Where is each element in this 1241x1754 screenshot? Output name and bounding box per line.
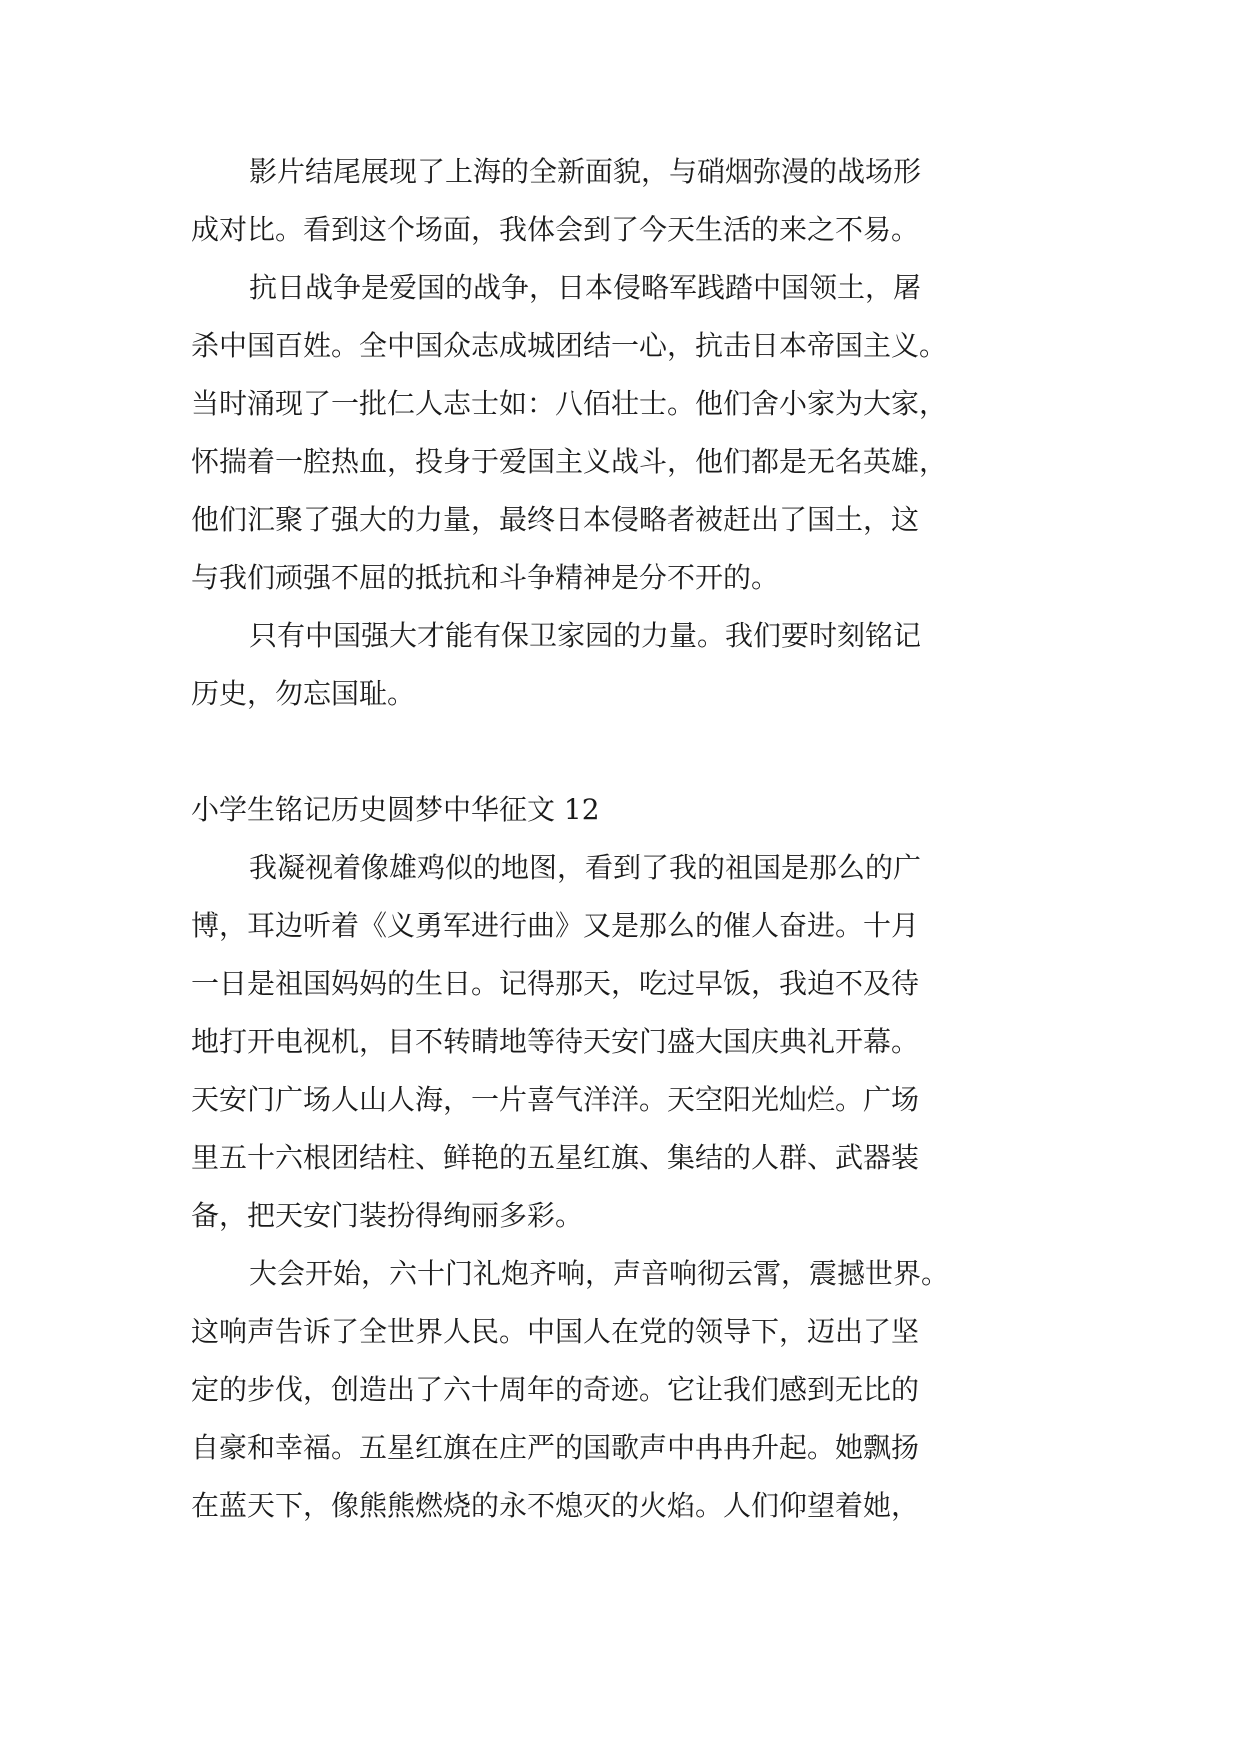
text-line: 自豪和幸福。五星红旗在庄严的国歌声中冉冉升起。她飘扬 — [191, 1431, 920, 1464]
text-line: 大会开始，六十门礼炮齐响，声音响彻云霄，震撼世界。 — [249, 1257, 950, 1290]
text-line: 博，耳边听着《义勇军进行曲》又是那么的催人奋进。十月 — [191, 909, 920, 942]
text-line: 当时涌现了一批仁人志士如：八佰壮士。他们舍小家为大家， — [191, 387, 948, 420]
text-line: 天安门广场人山人海，一片喜气洋洋。天空阳光灿烂。广场 — [191, 1083, 920, 1116]
text-line: 里五十六根团结柱、鲜艳的五星红旗、集结的人群、武器装 — [191, 1141, 920, 1174]
text-line: 怀揣着一腔热血，投身于爱国主义战斗，他们都是无名英雄， — [191, 445, 948, 478]
text-line: 成对比。看到这个场面，我体会到了今天生活的来之不易。 — [191, 213, 920, 246]
text-line: 定的步伐，创造出了六十周年的奇迹。它让我们感到无比的 — [191, 1373, 920, 1406]
text-line: 他们汇聚了强大的力量，最终日本侵略者被赶出了国土，这 — [191, 503, 920, 536]
text-line: 抗日战争是爱国的战争，日本侵略军践踏中国领土，屠 — [249, 271, 922, 304]
text-line: 我凝视着像雄鸡似的地图，看到了我的祖国是那么的广 — [249, 851, 922, 884]
text-line: 这响声告诉了全世界人民。中国人在党的领导下，迈出了坚 — [191, 1315, 920, 1348]
text-line: 一日是祖国妈妈的生日。记得那天，吃过早饭，我迫不及待 — [191, 967, 920, 1000]
text-line: 历史，勿忘国耻。 — [191, 677, 416, 710]
text-line: 影片结尾展现了上海的全新面貌，与硝烟弥漫的战场形 — [249, 155, 922, 188]
text-line: 与我们顽强不屈的抵抗和斗争精神是分不开的。 — [191, 561, 780, 594]
text-line: 在蓝天下，像熊熊燃烧的永不熄灭的火焰。人们仰望着她， — [191, 1489, 920, 1522]
text-line: 只有中国强大才能有保卫家园的力量。我们要时刻铭记 — [249, 619, 922, 652]
text-line: 备，把天安门装扮得绚丽多彩。 — [191, 1199, 584, 1232]
section-heading: 小学生铭记历史圆梦中华征文 12 — [191, 793, 600, 826]
text-line: 地打开电视机，目不转睛地等待天安门盛大国庆典礼开幕。 — [191, 1025, 920, 1058]
text-line: 杀中国百姓。全中国众志成城团结一心，抗击日本帝国主义。 — [191, 329, 948, 362]
